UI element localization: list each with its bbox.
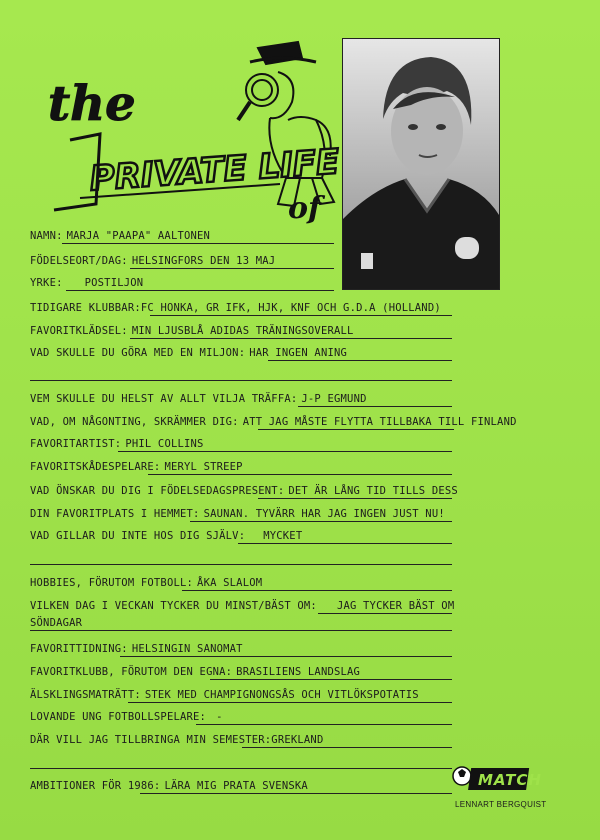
field-semester (30, 734, 323, 746)
underline (66, 290, 334, 291)
field-lovande-spelare (30, 711, 223, 723)
underline (140, 793, 452, 794)
logo-the-text: the (48, 76, 136, 132)
field-value: HAR INGEN ANING (249, 347, 348, 359)
field-miljon (30, 347, 347, 359)
underline (258, 429, 454, 430)
match-logo-text: MATCH (478, 771, 542, 789)
underline (150, 315, 452, 316)
field-label: VAD SKULLE DU GÖRA MED EN MILJON: (30, 347, 246, 359)
field-skadespelare (30, 461, 243, 473)
field-label: DIN FAVORITPLATS I HEMMET: (30, 508, 200, 520)
field-veckodag (30, 600, 454, 612)
private-life-logo (30, 28, 340, 228)
field-label: VILKEN DAG I VECKAN TYCKER DU MINST/BÄST OM: (30, 600, 317, 612)
field-value: HELSINGIN SANOMAT (131, 643, 243, 655)
field-value: GREKLAND (271, 734, 324, 746)
field-value: STEK MED CHAMPIGNONGSÅS OCH VITLÖKSPOTATIS (144, 689, 419, 701)
field-value: J-P EGMUND (301, 393, 367, 405)
field-label: FAVORITTIDNING: (30, 643, 128, 655)
field-label: AMBITIONER FÖR 1986: (30, 780, 161, 792)
field-present (30, 485, 458, 497)
field-value: JAG TYCKER BÄST OM (336, 600, 455, 612)
logo-of-text: of (288, 191, 321, 226)
field-label: FÖDELSEORT/DAG: (30, 255, 128, 267)
underline (258, 498, 452, 499)
underline (242, 747, 452, 748)
field-label: FAVORITSKÅDESPELARE: (30, 461, 161, 473)
underline (128, 702, 452, 703)
underline (210, 679, 452, 680)
logo-private-life-text: PRIVATE LIFE (88, 141, 341, 200)
field-gillar-inte (30, 530, 302, 542)
underline (120, 656, 452, 657)
field-favoritklubb (30, 666, 360, 678)
field-favoritplats (30, 508, 445, 520)
field-value: LÄRA MIG PRATA SVENSKA (164, 780, 308, 792)
underline (130, 338, 452, 339)
underline (298, 406, 452, 407)
field-label: VEM SKULLE DU HELST AV ALLT VILJA TRÄFFA: (30, 393, 298, 405)
match-logo (452, 762, 542, 798)
underline (62, 243, 334, 244)
underline (268, 360, 452, 361)
field-favoritkladsel (30, 325, 354, 337)
underline (30, 768, 452, 769)
underline (30, 630, 452, 631)
field-favorittidning (30, 643, 243, 655)
underline (30, 380, 452, 381)
field-value: SÖNDAGAR (30, 617, 83, 629)
underline (118, 451, 452, 452)
field-veckodag-cont (30, 617, 82, 629)
underline (190, 521, 452, 522)
field-value: BRASILIENS LANDSLAG (236, 666, 361, 678)
player-photo (342, 38, 500, 290)
field-value: MERYL STREEP (164, 461, 243, 473)
field-value: MYCKET (263, 530, 303, 542)
underline (30, 564, 452, 565)
field-label: LOVANDE UNG FOTBOLLSPELARE: (30, 711, 207, 723)
field-value: PHIL COLLINS (125, 438, 204, 450)
field-value: - (216, 711, 223, 723)
field-ambitioner (30, 780, 308, 792)
field-namn (30, 230, 210, 242)
field-value: HELSINGFORS DEN 13 MAJ (131, 255, 276, 267)
underline (318, 613, 452, 614)
field-value: DET ÄR LÅNG TID TILLS DESS (288, 485, 458, 497)
underline (238, 543, 452, 544)
field-label: VAD GILLAR DU INTE HOS DIG SJÄLV: (30, 530, 246, 542)
field-value: FC HONKA, GR IFK, HJK, KNF OCH G.D.A (HOLLAND) (140, 302, 441, 314)
field-value: ÅKA SLALOM (197, 577, 263, 589)
field-tidigare-klubbar (30, 302, 441, 314)
field-label: TIDIGARE KLUBBAR: (30, 302, 141, 314)
field-fodelseort (30, 255, 275, 267)
field-label: DÄR VILL JAG TILLBRINGA MIN SEMESTER: (30, 734, 272, 746)
field-value: MARJA "PAAPA" AALTONEN (66, 230, 211, 242)
field-vem-traffa (30, 393, 367, 405)
field-favoritartist (30, 438, 204, 450)
field-label: HOBBIES, FÖRUTOM FOTBOLL: (30, 577, 194, 589)
field-hobbies (30, 577, 262, 589)
underline (130, 268, 334, 269)
field-value: POSTILJON (84, 277, 144, 289)
underline (182, 590, 452, 591)
field-label: ÄLSKLINGSMATRÄTT: (30, 689, 141, 701)
field-matratt (30, 689, 419, 701)
field-label: YRKE: (30, 277, 63, 289)
field-yrke (30, 277, 143, 289)
field-label: VAD, OM NÅGONTING, SKRÄMMER DIG: (30, 416, 239, 428)
field-label: VAD ÖNSKAR DU DIG I FÖDELSEDAGSPRESENT: (30, 485, 285, 497)
underline (148, 474, 452, 475)
field-skrammer (30, 416, 517, 428)
field-label: FAVORITKLÄDSEL: (30, 325, 128, 337)
field-value: SAUNAN. TYVÄRR HAR JAG INGEN JUST NU! (203, 508, 445, 520)
field-label: NAMN: (30, 230, 63, 242)
field-label: FAVORITKLUBB, FÖRUTOM DEN EGNA: (30, 666, 233, 678)
underline (196, 724, 452, 725)
field-label: FAVORITARTIST: (30, 438, 122, 450)
field-value: MIN LJUSBLÅ ADIDAS TRÄNINGSOVERALL (131, 325, 354, 337)
field-value: ATT JAG MÅSTE FLYTTA TILLBAKA TILL FINLAND (242, 416, 517, 428)
photo-credit: LENNART BERGQUIST (455, 800, 547, 809)
